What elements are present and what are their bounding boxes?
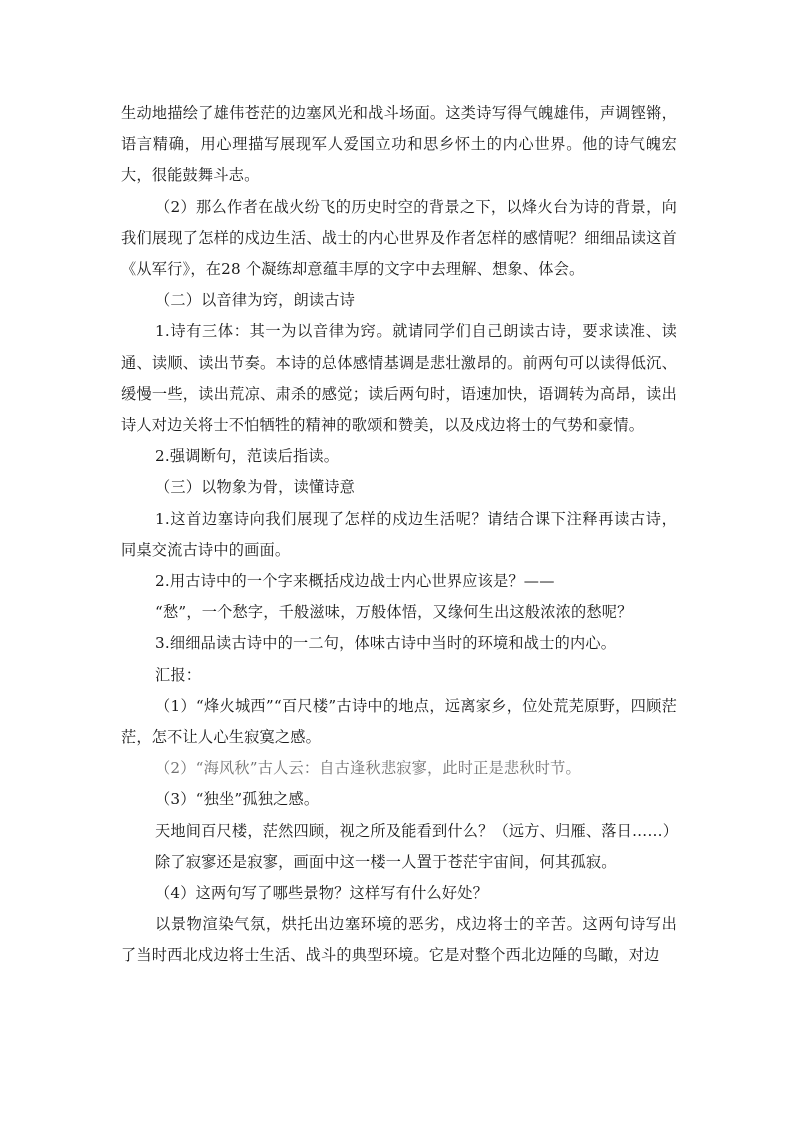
paragraph-sorrow: “愁”，一个愁字，千般滋味，万般体悟，又缘何生出这般浓浓的愁呢？ xyxy=(155,603,633,622)
paragraph-sentence-breaks: 2.强调断句，范读后指读。 xyxy=(155,447,340,466)
paragraph-tower-view: 天地间百尺楼，茫然四顾，视之所及能看到什么？（远方、归雁、落日……） xyxy=(155,821,679,840)
paragraph-frontier-life: 1.这首边塞诗向我们展现了怎样的戍边生活呢？请结合课下注释再读古诗，同桌交流古诗中的画面。 xyxy=(121,509,677,559)
paragraph-intro-continuation: 生动地描绘了雄伟苍茫的边塞风光和战斗场面。这类诗写得气魄雄伟，声调铿锵，语言精确，用心理描写展现军人爱国立功和思乡怀土的内心世界。他的诗气魄宏大，很能鼓舞斗志。 xyxy=(121,104,677,185)
document-page xyxy=(121,98,677,972)
paragraph-report-1: （1）“烽火城西”“百尺楼”古诗中的地点，远离家乡，位处荒芜原野，四顾茫茫，怎不让人心生寂寞之感。 xyxy=(121,696,677,747)
paragraph-one-word: 2.用古诗中的一个字来概括戍边战士内心世界应该是？—— xyxy=(155,572,555,591)
paragraph-report-label: 汇报： xyxy=(155,665,202,684)
section-heading-2: （二）以音律为窍，朗读古诗 xyxy=(155,291,356,310)
paragraph-loneliness: 除了寂寥还是寂寥，画面中这一楼一人置于苍茫宇宙间，何其孤寂。 xyxy=(155,852,617,871)
paragraph-question-4: （4）这两句写了哪些景物？这样写有什么好处？ xyxy=(155,884,489,903)
paragraph-scenery-effect: 以景物渲染气氛，烘托出边塞环境的恶劣，戍边将士的辛苦。这两句诗写出了当时西北戍边将士生活、战斗的典型环境。它是对整个西北边陲的鸟瞰，对边 xyxy=(121,915,677,965)
section-heading-3: （三）以物象为骨，读懂诗意 xyxy=(155,478,356,497)
paragraph-reading-rhythm: 1.诗有三体：其一为以音律为窍。就请同学们自己朗读古诗，要求读准、读通、读顺、读出节奏。本诗的总体感情基调是悲壮激昂的。前两句可以读得低沉、缓慢一些，读出荒凉、肃杀的感觉；读后两句时，语速加快，语调转为高昂，读出诗人对边关将士不怕牺牲的精神的歌颂和赞美，以及戍边将士的气势和豪情。 xyxy=(121,322,677,435)
paragraph-report-2: （2）“海风秋”古人云：自古逢秋悲寂寥，此时正是悲秋时节。 xyxy=(155,759,581,778)
paragraph-lines-one-two: 3.细细品读古诗中的一二句，体味古诗中当时的环境和战士的内心。 xyxy=(155,634,617,653)
paragraph-report-3: （3）“独坐”孤独之感。 xyxy=(155,790,320,809)
paragraph-question-2: （2）那么作者在战火纷飞的历史时空的背景之下，以烽火台为诗的背景，向我们展现了怎样的戍边生活、战士的内心世界及作者怎样的感情呢？细细品读这首《从军行》，在28 个凝练却意蕴丰厚的文字中去理解、想象、体会。 xyxy=(121,197,677,279)
